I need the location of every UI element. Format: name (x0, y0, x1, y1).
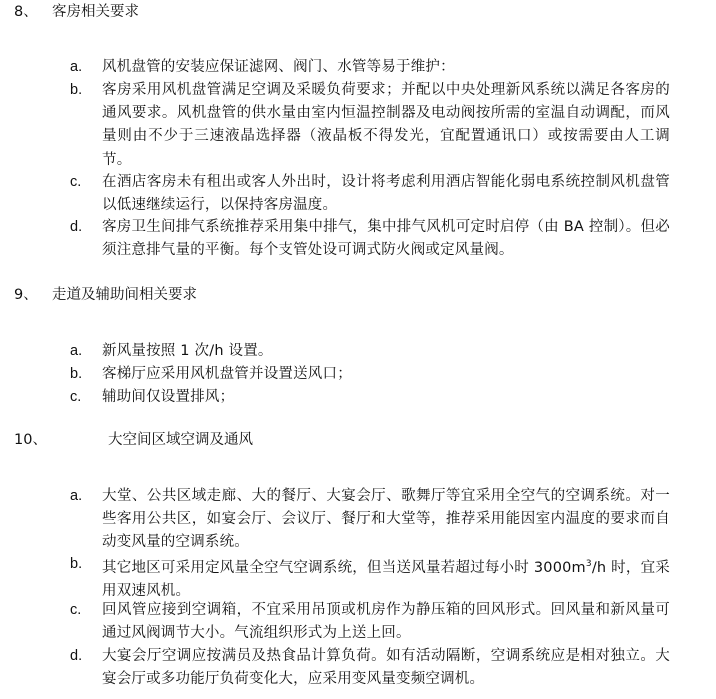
list-item-text: 大宴会厅空调应按满员及热食品计算负荷。如有活动隔断，空调系统应是相对独立。大宴会厅或多功能厅负荷变化大，应采用变风量变频空调机。 (102, 648, 670, 688)
list-item (70, 553, 670, 603)
list-marker: c. (70, 602, 82, 618)
list-marker: b. (70, 556, 83, 572)
list-marker: a. (70, 343, 83, 359)
list-item-text: 新风量按照 1 次/h 设置。 (102, 343, 273, 359)
list-item (70, 386, 670, 409)
list-item (70, 216, 670, 262)
list-item (70, 645, 670, 691)
list-marker: d. (70, 219, 83, 235)
list-item-text: 在酒店客房未有租出或客人外出时，设计将考虑利用酒店智能化弱电系统控制风机盘管以低速继续运行，以保持客房温度。 (102, 174, 670, 214)
list-item-text (102, 553, 670, 603)
list-item (70, 340, 670, 363)
section-number: 9、 (14, 287, 38, 303)
list-item (70, 599, 670, 645)
list-marker: c. (70, 174, 82, 190)
section-title: 客房相关要求 (52, 4, 139, 20)
list-item-text: 风机盘管的安装应保证滤网、阀门、水管等易于维护： (102, 59, 455, 75)
section-title: 走道及辅助间相关要求 (52, 287, 197, 303)
list-marker: b. (70, 82, 83, 98)
list-item-text-part: /h 时，宜采用双速风机。 (102, 559, 670, 600)
list-marker: b. (70, 366, 83, 382)
section-8-heading (14, 2, 139, 22)
superscript: 3 (585, 559, 592, 569)
list-item-text-part: 其它地区可采用定风量全空气空调系统，但当送风量若超过每小时 3000m (102, 559, 586, 576)
list-marker: c. (70, 389, 82, 405)
list-marker: d. (70, 648, 83, 664)
section-number: 8、 (14, 4, 38, 20)
section-number: 10、 (14, 432, 47, 448)
section-10-heading (14, 430, 253, 450)
list-item (70, 56, 670, 79)
list-item-text: 客房采用风机盘管满足空调及采暖负荷要求；并配以中央处理新风系统以满足各客房的通风要求。风机盘管的供水量由室内恒温控制器及电动阀按所需的室温自动调配，而风量则由不少于三速液晶选择器（液晶板不得发光，宜配置通讯口）或按需要由人工调节。 (102, 82, 670, 168)
list-item-text: 大堂、公共区域走廊、大的餐厅、大宴会厅、歌舞厅等宜采用全空气的空调系统。对一些客用公共区，如宴会厅、会议厅、餐厅和大堂等，推荐采用能因室内温度的要求而自动变风量的空调系统。 (102, 488, 670, 551)
list-item-text: 客房卫生间排气系统推荐采用集中排气，集中排气风机可定时启停（由 BA 控制）。但必须注意排气量的平衡。每个支管处设可调式防火阀或定风量阀。 (102, 219, 670, 259)
list-item (70, 485, 670, 555)
section-title: 大空间区域空调及通风 (108, 432, 253, 448)
list-item (70, 79, 670, 172)
list-item-text: 客梯厅应采用风机盘管并设置送风口； (102, 366, 352, 382)
list-marker: a. (70, 59, 83, 75)
list-item-text: 回风管应接到空调箱，不宜采用吊顶或机房作为静压箱的回风形式。回风量和新风量可通过风阀调节大小。气流组织形式为上送上回。 (102, 602, 670, 642)
list-item (70, 171, 670, 217)
section-9-heading (14, 285, 197, 305)
list-marker: a. (70, 488, 83, 504)
list-item-text: 辅助间仅设置排风； (102, 389, 235, 405)
list-item (70, 363, 670, 386)
